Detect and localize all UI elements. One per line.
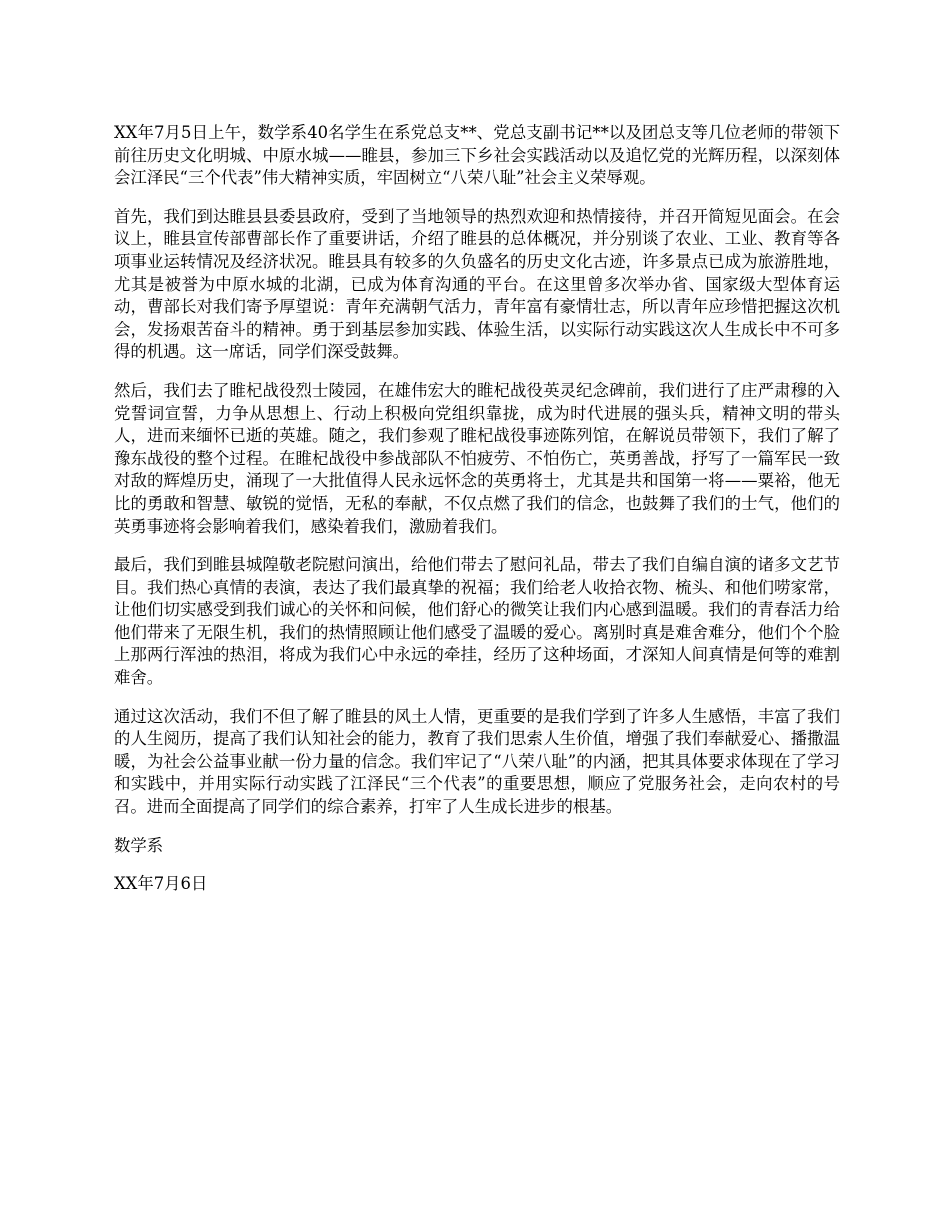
paragraph-martyrs-cemetery: 然后，我们去了睢杞战役烈士陵园，在雄伟宏大的睢杞战役英灵纪念碑前，我们进行了庄严肃穆的入党誓词宣誓，力争从思想上、行动上积极向党组织靠拢，成为时代进展的强头兵，精神文明的带头人，进而来缅怀已逝的英雄。随之，我们参观了睢杞战役事迹陈列馆，在解说员带领下，我们了解了豫东战役的整个过程。在睢杞战役中参战部队不怕疲劳、不怕伤亡，英勇善战，抒写了一篇军民一致对敌的辉煌历史，涌现了一大批值得人民永远怀念的英勇将士，尤其是共和国第一将——粟裕，他无比的勇敢和智慧、敏锐的觉悟，无私的奉献，不仅点燃了我们的信念，也鼓舞了我们的士气，他们的英勇事迹将会影响着我们，感染着我们，激励着我们。 <box>114 380 840 536</box>
paragraph-nursing-home: 最后，我们到睢县城隍敬老院慰问演出，给他们带去了慰问礼品，带去了我们自编自演的诸多文艺节目。我们热心真情的表演，表达了我们最真挚的祝福；我们给老人收拾衣物、梳头、和他们唠家常，让他们切实感受到我们诚心的关怀和问候，他们舒心的微笑让我们内心感到温暖。我们的青春活力给他们带来了无限生机，我们的热情照顾让他们感受了温暖的爱心。离别时真是难舍难分，他们个个脸上那两行浑浊的热泪，将成为我们心中永远的牵挂，经历了这种场面，才深知人间真情是何等的难割难舍。 <box>114 555 840 688</box>
document-page <box>114 122 840 912</box>
paragraph-conclusion: 通过这次活动，我们不但了解了睢县的风土人情，更重要的是我们学到了许多人生感悟，丰富了我们的人生阅历，提高了我们认知社会的能力，教育了我们思索人生价值，增强了我们奉献爱心、播撒温暖，为社会公益事业献一份力量的信念。我们牢记了“八荣八耻”的内涵，把其具体要求体现在了学习和实践中，并用实际行动实践了江泽民“三个代表”的重要思想，顺应了党服务社会，走向农村的号召。进而全面提高了同学们的综合素养，打牢了人生成长进步的根基。 <box>114 706 840 817</box>
signature-date: XX年7月6日 <box>114 874 208 894</box>
signature-department: 数学系 <box>114 835 164 855</box>
paragraph-intro: XX年7月5日上午，数学系40名学生在系党总支**、党总支副书记**以及团总支等几位老师的带领下前往历史文化明城、中原水城——睢县，参加三下乡社会实践活动以及追忆党的光辉历程，以深刻体会江泽民“三个代表”伟大精神实质，牢固树立“八荣八耻”社会主义荣辱观。 <box>114 123 840 188</box>
paragraph-county-government: 首先，我们到达睢县县委县政府，受到了当地领导的热烈欢迎和热情接待，并召开简短见面会。在会议上，睢县宣传部曹部长作了重要讲话，介绍了睢县的总体概况，并分别谈了农业、工业、教育等各项事业运转情况及经济状况。睢县具有较多的久负盛名的历史文化古迹，许多景点已成为旅游胜地，尤其是被誉为中原水城的北湖，已成为体育沟通的平台。在这里曾多次举办省、国家级大型体育运动，曹部长对我们寄予厚望说：青年充满朝气活力，青年富有豪情壮志，所以青年应珍惜把握这次机会，发扬艰苦奋斗的精神。勇于到基层参加实践、体验生活，以实际行动实践这次人生成长中不可多得的机遇。这一席话，同学们深受鼓舞。 <box>114 206 840 362</box>
